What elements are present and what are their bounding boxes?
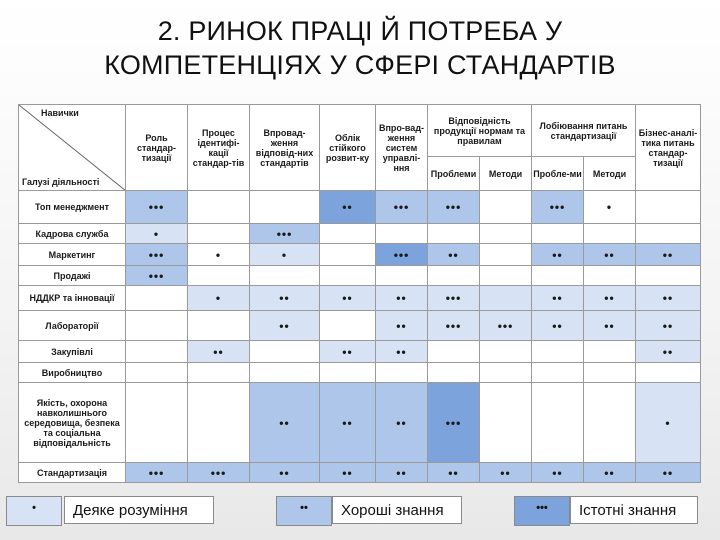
table-cell bbox=[480, 341, 532, 363]
table-cell bbox=[126, 286, 188, 311]
table-cell bbox=[584, 341, 636, 363]
table-cell bbox=[480, 266, 532, 286]
table-cell: •• bbox=[320, 463, 376, 483]
table-cell bbox=[480, 363, 532, 383]
title-line-2: КОМПЕТЕНЦІЯХ У СФЕРІ СТАНДАРТІВ bbox=[104, 50, 616, 80]
row-label: Кадрова служба bbox=[19, 224, 126, 244]
table-cell bbox=[636, 363, 701, 383]
table-cell bbox=[188, 266, 250, 286]
table-row bbox=[19, 224, 701, 244]
table-cell: ••• bbox=[532, 191, 584, 224]
table-cell bbox=[636, 266, 701, 286]
legend-swatch: ••• bbox=[514, 496, 570, 526]
table-cell bbox=[532, 266, 584, 286]
table-cell: •• bbox=[480, 463, 532, 483]
table-cell bbox=[428, 266, 480, 286]
table-row bbox=[19, 266, 701, 286]
table-cell: •• bbox=[532, 311, 584, 341]
table-cell: •• bbox=[188, 341, 250, 363]
table-cell bbox=[376, 266, 428, 286]
table-cell bbox=[250, 191, 320, 224]
legend-label: Істотні знання bbox=[570, 496, 698, 524]
table-cell: •• bbox=[636, 341, 701, 363]
table-cell: ••• bbox=[428, 286, 480, 311]
table-row bbox=[19, 341, 701, 363]
table-cell: •• bbox=[428, 463, 480, 483]
table-cell bbox=[428, 224, 480, 244]
legend-label: Хороші знання bbox=[332, 496, 462, 524]
table-cell: •• bbox=[636, 311, 701, 341]
page-title bbox=[0, 14, 720, 82]
table-cell: •• bbox=[584, 286, 636, 311]
table-cell bbox=[480, 286, 532, 311]
table-row bbox=[19, 244, 701, 266]
table-cell bbox=[584, 266, 636, 286]
table-cell: • bbox=[188, 244, 250, 266]
table-cell bbox=[480, 224, 532, 244]
table-cell: ••• bbox=[480, 311, 532, 341]
table-row bbox=[19, 463, 701, 483]
table-row bbox=[19, 363, 701, 383]
table-cell: ••• bbox=[428, 191, 480, 224]
table-cell: •• bbox=[636, 244, 701, 266]
table-cell bbox=[320, 224, 376, 244]
table-cell: •• bbox=[320, 341, 376, 363]
table-cell: •• bbox=[376, 311, 428, 341]
table-cell bbox=[126, 341, 188, 363]
table-cell: ••• bbox=[428, 311, 480, 341]
row-label: Лабораторії bbox=[19, 311, 126, 341]
table-cell: ••• bbox=[188, 463, 250, 483]
table-cell bbox=[532, 363, 584, 383]
corner-bottom-label: Галузі діяльності bbox=[22, 177, 100, 187]
row-label: Продажі bbox=[19, 266, 126, 286]
corner-top-label: Навички bbox=[41, 108, 79, 118]
header-lobbying-problems: Пробле-ми bbox=[532, 157, 584, 191]
table-cell bbox=[480, 244, 532, 266]
table-cell: •• bbox=[250, 286, 320, 311]
table-cell bbox=[320, 266, 376, 286]
row-label: Закупівлі bbox=[19, 341, 126, 363]
table-cell: •• bbox=[584, 311, 636, 341]
table-row bbox=[19, 383, 701, 463]
table-cell: •• bbox=[250, 463, 320, 483]
table-cell: •• bbox=[320, 286, 376, 311]
table-cell: ••• bbox=[376, 244, 428, 266]
legend-swatch: •• bbox=[276, 496, 332, 526]
table-cell: • bbox=[250, 244, 320, 266]
table-cell: •• bbox=[320, 383, 376, 463]
row-label: Маркетинг bbox=[19, 244, 126, 266]
table-cell: •• bbox=[532, 286, 584, 311]
table-cell bbox=[532, 383, 584, 463]
table-cell bbox=[636, 191, 701, 224]
table-cell bbox=[532, 224, 584, 244]
row-label: НДДКР та інновації bbox=[19, 286, 126, 311]
table-cell: •• bbox=[320, 191, 376, 224]
table-cell: •• bbox=[428, 244, 480, 266]
table-cell: • bbox=[584, 191, 636, 224]
table-cell: •• bbox=[584, 463, 636, 483]
header-sustainability: Облік стійкого розвит-ку bbox=[320, 105, 376, 191]
table-cell bbox=[188, 224, 250, 244]
table-corner bbox=[19, 105, 126, 191]
row-label: Якість, охорона навколишнього середовища, безпека та соціальна відповідальність bbox=[19, 383, 126, 463]
header-identification: Процес ідентифі-кації стандар-тів bbox=[188, 105, 250, 191]
table-cell: •• bbox=[250, 311, 320, 341]
table-cell bbox=[188, 311, 250, 341]
header-lobbying-methods: Методи bbox=[584, 157, 636, 191]
table-row bbox=[19, 286, 701, 311]
table-row bbox=[19, 311, 701, 341]
table-cell bbox=[584, 363, 636, 383]
table-cell bbox=[584, 224, 636, 244]
table-cell bbox=[636, 224, 701, 244]
row-label: Виробництво bbox=[19, 363, 126, 383]
table-cell bbox=[532, 341, 584, 363]
table-cell: •• bbox=[376, 286, 428, 311]
table-cell: ••• bbox=[250, 224, 320, 244]
table-cell bbox=[320, 311, 376, 341]
table-cell bbox=[250, 363, 320, 383]
table-cell bbox=[376, 363, 428, 383]
table-cell: •• bbox=[376, 463, 428, 483]
table-cell: ••• bbox=[376, 191, 428, 224]
table-cell bbox=[584, 383, 636, 463]
header-lobbying: Лобіювання питань стандартизації bbox=[532, 105, 636, 157]
table-cell bbox=[320, 244, 376, 266]
table-cell: • bbox=[636, 383, 701, 463]
header-implementation: Впровад-ження відповід-них стандартів bbox=[250, 105, 320, 191]
competence-table bbox=[18, 104, 700, 480]
table-row bbox=[19, 191, 701, 224]
table-cell: • bbox=[188, 286, 250, 311]
row-label: Топ менеджмент bbox=[19, 191, 126, 224]
table-cell: ••• bbox=[126, 191, 188, 224]
header-business-analytics: Бізнес-аналі-тика питань стандар-тизації bbox=[636, 105, 701, 191]
table-cell: •• bbox=[376, 341, 428, 363]
table-cell bbox=[376, 224, 428, 244]
row-label: Стандартизація bbox=[19, 463, 126, 483]
table-cell bbox=[480, 191, 532, 224]
table-cell bbox=[250, 341, 320, 363]
table-cell bbox=[188, 191, 250, 224]
table-cell bbox=[320, 363, 376, 383]
table-cell: ••• bbox=[126, 463, 188, 483]
header-management-systems: Впро-вад-ження систем управлі-ння bbox=[376, 105, 428, 191]
table-cell: •• bbox=[250, 383, 320, 463]
table-cell: • bbox=[126, 224, 188, 244]
table-cell: ••• bbox=[126, 244, 188, 266]
table-cell bbox=[126, 383, 188, 463]
table-cell bbox=[188, 383, 250, 463]
table-cell bbox=[428, 363, 480, 383]
header-compliance-methods: Методи bbox=[480, 157, 532, 191]
table-cell bbox=[126, 363, 188, 383]
legend-swatch: • bbox=[6, 496, 62, 526]
table-cell: ••• bbox=[126, 266, 188, 286]
legend-label: Деяке розуміння bbox=[64, 496, 214, 524]
table-cell: •• bbox=[376, 383, 428, 463]
header-compliance: Відповідність продукції нормам та правилам bbox=[428, 105, 532, 157]
table-cell bbox=[250, 266, 320, 286]
table-cell bbox=[126, 311, 188, 341]
table-cell: •• bbox=[636, 463, 701, 483]
header-role: Роль стандар-тизації bbox=[126, 105, 188, 191]
table-cell bbox=[480, 383, 532, 463]
table-cell: •• bbox=[532, 244, 584, 266]
header-compliance-problems: Проблеми bbox=[428, 157, 480, 191]
title-line-1: 2. РИНОК ПРАЦІ Й ПОТРЕБА У bbox=[157, 16, 563, 46]
table-cell: •• bbox=[584, 244, 636, 266]
table-cell: •• bbox=[636, 286, 701, 311]
table-cell: ••• bbox=[428, 383, 480, 463]
table-cell bbox=[188, 363, 250, 383]
table-cell: •• bbox=[532, 463, 584, 483]
table-cell bbox=[428, 341, 480, 363]
